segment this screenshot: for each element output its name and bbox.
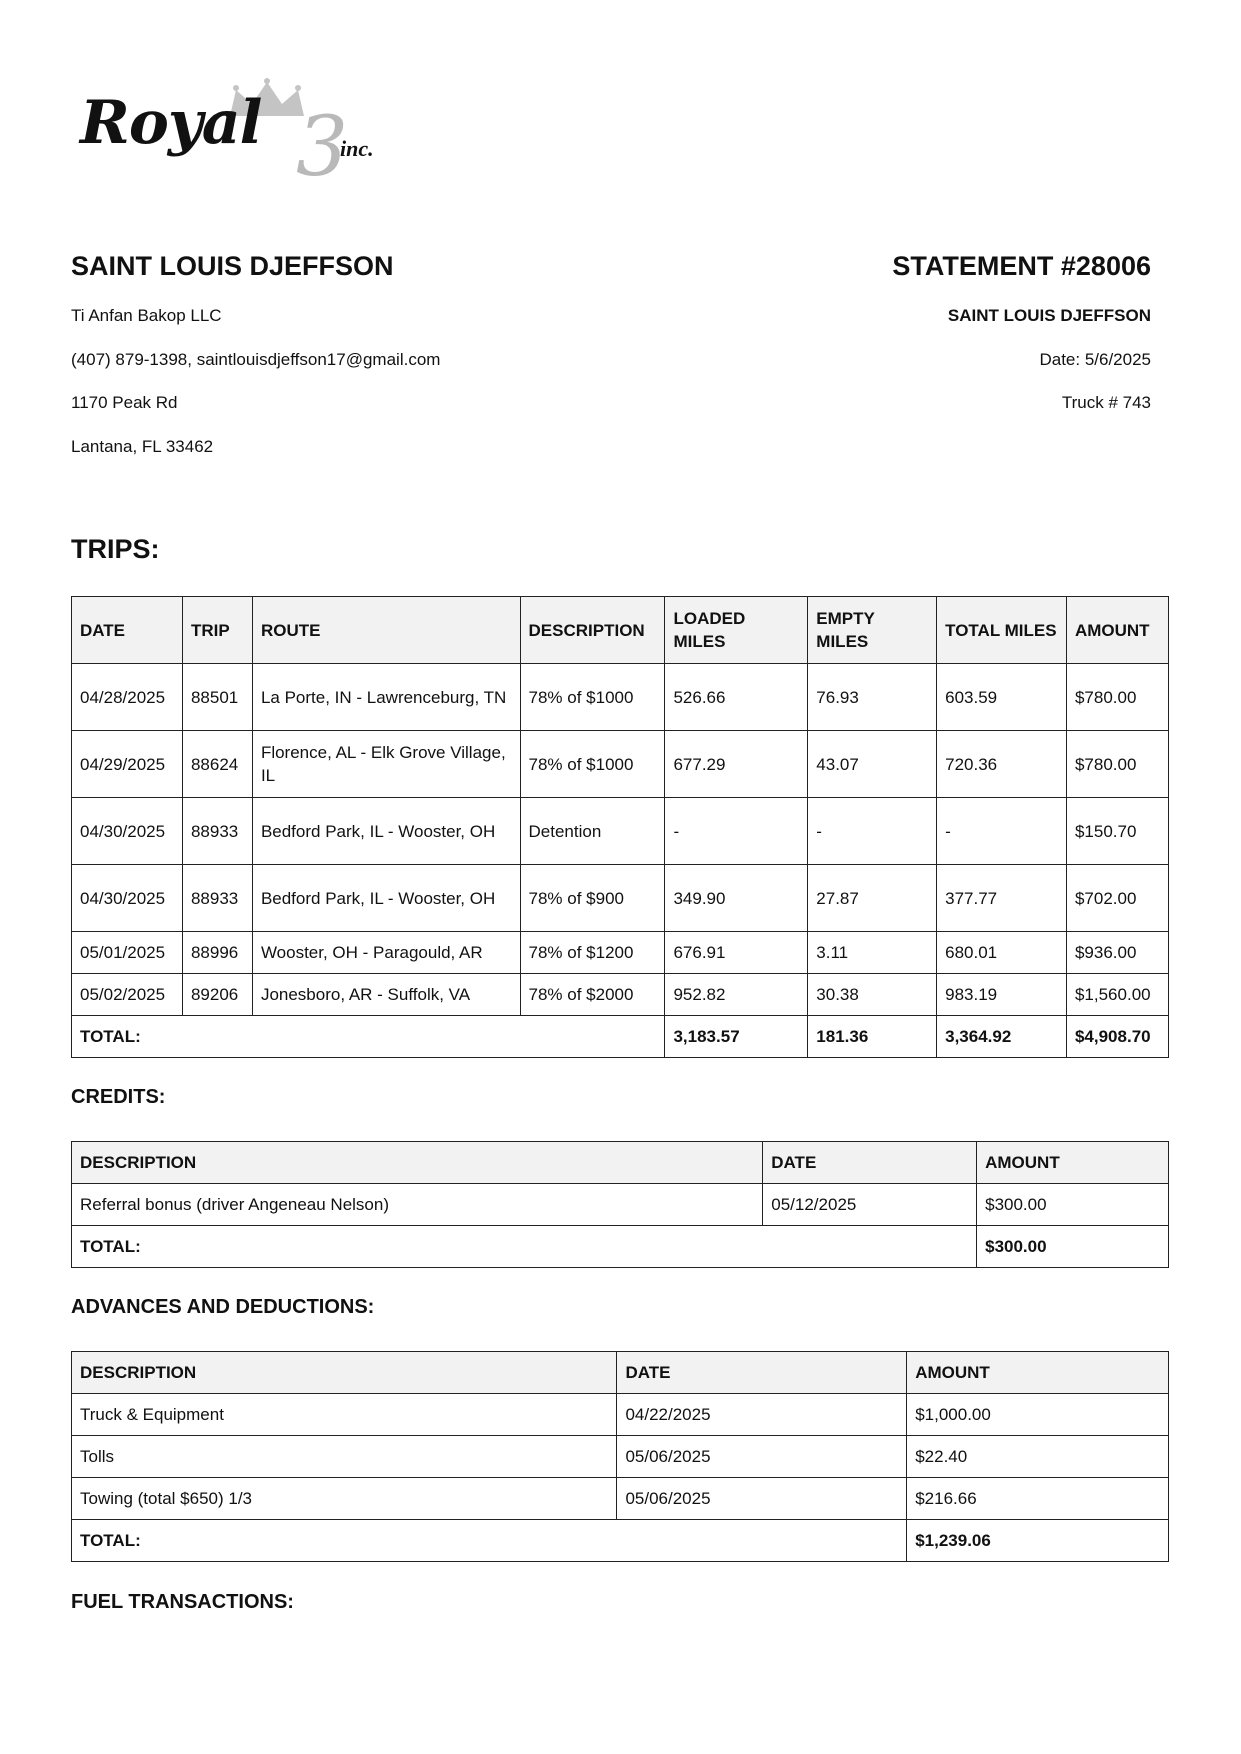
cell-description: Truck & Equipment bbox=[72, 1394, 617, 1436]
total-miles: 3,364.92 bbox=[937, 1016, 1067, 1058]
cell-description: 78% of $2000 bbox=[520, 974, 665, 1016]
cell-total: - bbox=[937, 798, 1067, 865]
fuel-heading: FUEL TRANSACTIONS: bbox=[71, 1591, 294, 1613]
table-row bbox=[72, 1184, 1169, 1226]
cell-total: 377.77 bbox=[937, 865, 1067, 932]
table-row bbox=[72, 932, 1169, 974]
col-trip: TRIP bbox=[182, 597, 252, 664]
cell-description: Detention bbox=[520, 798, 665, 865]
trips-total-row bbox=[72, 1016, 1169, 1058]
cell-amount: $780.00 bbox=[1066, 664, 1168, 731]
cell-amount: $150.70 bbox=[1066, 798, 1168, 865]
driver-info bbox=[71, 250, 440, 468]
col-date: DATE bbox=[72, 597, 183, 664]
cell-amount: $22.40 bbox=[907, 1436, 1169, 1478]
credits-total-row bbox=[72, 1226, 1169, 1268]
deductions-header-row bbox=[72, 1352, 1169, 1394]
statement-title: STATEMENT #28006 bbox=[892, 251, 1151, 281]
cell-route: Bedford Park, IL - Wooster, OH bbox=[252, 865, 520, 932]
cell-date: 05/06/2025 bbox=[617, 1478, 907, 1520]
logo-suffix: inc. bbox=[340, 136, 374, 161]
cell-trip: 88624 bbox=[182, 731, 252, 798]
total-label: TOTAL: bbox=[72, 1016, 665, 1058]
col-description: DESCRIPTION bbox=[72, 1142, 763, 1184]
cell-date: 05/06/2025 bbox=[617, 1436, 907, 1478]
col-amount: AMOUNT bbox=[977, 1142, 1169, 1184]
deductions-table bbox=[71, 1351, 1169, 1562]
credits-heading: CREDITS: bbox=[71, 1086, 166, 1108]
cell-amount: $936.00 bbox=[1066, 932, 1168, 974]
cell-route: Jonesboro, AR - Suffolk, VA bbox=[252, 974, 520, 1016]
statement-date: Date: 5/6/2025 bbox=[1039, 349, 1151, 369]
total-amount: $300.00 bbox=[977, 1226, 1169, 1268]
driver-contact: (407) 879-1398, saintlouisdjeffson17@gmail.com bbox=[71, 349, 441, 369]
cell-route: Florence, AL - Elk Grove Village, IL bbox=[252, 731, 520, 798]
cell-empty: 27.87 bbox=[808, 865, 937, 932]
cell-date: 04/30/2025 bbox=[72, 798, 183, 865]
col-description: DESCRIPTION bbox=[520, 597, 665, 664]
deductions-total-row bbox=[72, 1520, 1169, 1562]
table-row bbox=[72, 798, 1169, 865]
logo-wordmark: Royal bbox=[80, 88, 262, 158]
driver-name: SAINT LOUIS DJEFFSON bbox=[71, 251, 394, 281]
cell-description: Referral bonus (driver Angeneau Nelson) bbox=[72, 1184, 763, 1226]
cell-amount: $780.00 bbox=[1066, 731, 1168, 798]
statement-driver-name: SAINT LOUIS DJEFFSON bbox=[947, 306, 1151, 325]
col-description: DESCRIPTION bbox=[72, 1352, 617, 1394]
total-loaded: 3,183.57 bbox=[665, 1016, 808, 1058]
table-row bbox=[72, 1394, 1169, 1436]
driver-address-line2: Lantana, FL 33462 bbox=[71, 436, 214, 456]
table-row bbox=[72, 974, 1169, 1016]
col-date: DATE bbox=[617, 1352, 907, 1394]
trips-heading: TRIPS: bbox=[71, 534, 160, 564]
cell-trip: 88996 bbox=[182, 932, 252, 974]
cell-date: 04/22/2025 bbox=[617, 1394, 907, 1436]
logo-digit: 3 bbox=[296, 100, 349, 195]
cell-date: 05/01/2025 bbox=[72, 932, 183, 974]
cell-amount: $1,000.00 bbox=[907, 1394, 1169, 1436]
total-amount: $1,239.06 bbox=[907, 1520, 1169, 1562]
cell-amount: $702.00 bbox=[1066, 865, 1168, 932]
cell-total: 680.01 bbox=[937, 932, 1067, 974]
cell-route: La Porte, IN - Lawrenceburg, TN bbox=[252, 664, 520, 731]
total-label: TOTAL: bbox=[72, 1226, 977, 1268]
col-loaded-miles: LOADED MILES bbox=[665, 597, 808, 664]
statement-info bbox=[892, 250, 1151, 425]
cell-trip: 88501 bbox=[182, 664, 252, 731]
col-amount: AMOUNT bbox=[1066, 597, 1168, 664]
col-amount: AMOUNT bbox=[907, 1352, 1169, 1394]
trips-table bbox=[71, 596, 1169, 1058]
cell-total: 983.19 bbox=[937, 974, 1067, 1016]
col-route: ROUTE bbox=[252, 597, 520, 664]
cell-loaded: - bbox=[665, 798, 808, 865]
cell-route: Bedford Park, IL - Wooster, OH bbox=[252, 798, 520, 865]
cell-date: 04/29/2025 bbox=[72, 731, 183, 798]
cell-total: 603.59 bbox=[937, 664, 1067, 731]
cell-empty: 76.93 bbox=[808, 664, 937, 731]
table-row bbox=[72, 731, 1169, 798]
table-row bbox=[72, 865, 1169, 932]
company-logo bbox=[72, 78, 392, 198]
total-empty: 181.36 bbox=[808, 1016, 937, 1058]
cell-trip: 88933 bbox=[182, 798, 252, 865]
cell-loaded: 349.90 bbox=[665, 865, 808, 932]
cell-description: 78% of $1000 bbox=[520, 731, 665, 798]
trips-header-row bbox=[72, 597, 1169, 664]
cell-loaded: 952.82 bbox=[665, 974, 808, 1016]
cell-loaded: 676.91 bbox=[665, 932, 808, 974]
cell-loaded: 677.29 bbox=[665, 731, 808, 798]
table-row bbox=[72, 664, 1169, 731]
cell-amount: $1,560.00 bbox=[1066, 974, 1168, 1016]
cell-empty: - bbox=[808, 798, 937, 865]
table-row bbox=[72, 1478, 1169, 1520]
deductions-heading: ADVANCES AND DEDUCTIONS: bbox=[71, 1296, 375, 1318]
cell-date: 05/12/2025 bbox=[763, 1184, 977, 1226]
cell-empty: 30.38 bbox=[808, 974, 937, 1016]
total-amount: $4,908.70 bbox=[1066, 1016, 1168, 1058]
cell-description: Towing (total $650) 1/3 bbox=[72, 1478, 617, 1520]
col-total-miles: TOTAL MILES bbox=[937, 597, 1067, 664]
credits-header-row bbox=[72, 1142, 1169, 1184]
table-row bbox=[72, 1436, 1169, 1478]
cell-description: 78% of $1200 bbox=[520, 932, 665, 974]
cell-empty: 3.11 bbox=[808, 932, 937, 974]
cell-date: 04/30/2025 bbox=[72, 865, 183, 932]
cell-empty: 43.07 bbox=[808, 731, 937, 798]
cell-description: 78% of $1000 bbox=[520, 664, 665, 731]
cell-total: 720.36 bbox=[937, 731, 1067, 798]
credits-table bbox=[71, 1141, 1169, 1268]
cell-amount: $216.66 bbox=[907, 1478, 1169, 1520]
cell-trip: 88933 bbox=[182, 865, 252, 932]
cell-amount: $300.00 bbox=[977, 1184, 1169, 1226]
total-label: TOTAL: bbox=[72, 1520, 907, 1562]
cell-date: 04/28/2025 bbox=[72, 664, 183, 731]
col-date: DATE bbox=[763, 1142, 977, 1184]
cell-description: Tolls bbox=[72, 1436, 617, 1478]
cell-route: Wooster, OH - Paragould, AR bbox=[252, 932, 520, 974]
cell-trip: 89206 bbox=[182, 974, 252, 1016]
cell-loaded: 526.66 bbox=[665, 664, 808, 731]
driver-company: Ti Anfan Bakop LLC bbox=[71, 306, 222, 325]
col-empty-miles: EMPTY MILES bbox=[808, 597, 937, 664]
cell-description: 78% of $900 bbox=[520, 865, 665, 932]
driver-address-line1: 1170 Peak Rd bbox=[71, 393, 178, 412]
statement-truck: Truck # 743 bbox=[1061, 393, 1151, 412]
cell-date: 05/02/2025 bbox=[72, 974, 183, 1016]
